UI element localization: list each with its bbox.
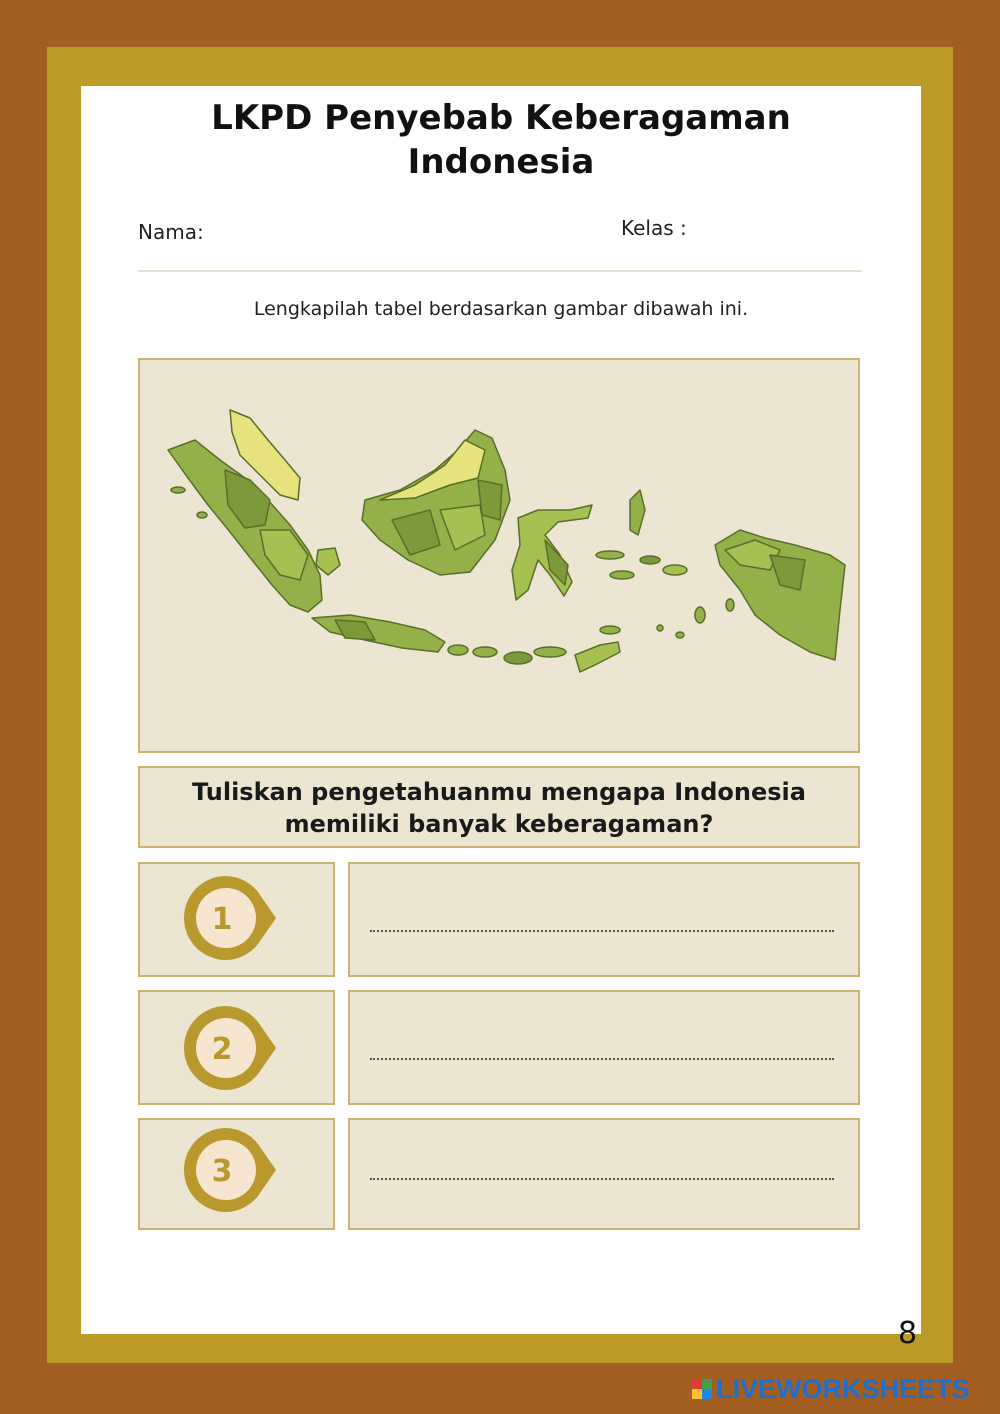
- number-badge-icon: [178, 1000, 288, 1096]
- brand-text: LIVEWORKSHEETS: [716, 1373, 970, 1404]
- number-badge-icon: [178, 1122, 288, 1218]
- badge-number: 2: [211, 1032, 233, 1067]
- answer-field-1[interactable]: [370, 902, 834, 932]
- number-cell-1: [138, 862, 335, 977]
- answer-cell-3: [348, 1118, 860, 1230]
- question-panel: [138, 766, 860, 848]
- question-text: [140, 776, 858, 840]
- name-field[interactable]: [211, 218, 595, 248]
- badge-number: 1: [211, 902, 233, 937]
- number-cell-2: [138, 990, 335, 1105]
- number-badge-icon: [178, 870, 288, 966]
- liveworksheets-logo: [692, 1374, 970, 1404]
- page-number: 8: [898, 1316, 918, 1351]
- indonesia-map-icon: [140, 360, 858, 751]
- answer-cell-1: [348, 862, 860, 977]
- map-panel: [138, 358, 860, 753]
- worksheet-title: [81, 96, 921, 184]
- title-line-1: LKPD Penyebab Keberagaman: [211, 98, 791, 138]
- badge-number: 3: [211, 1154, 233, 1189]
- liveworksheets-icon: [692, 1379, 712, 1399]
- instruction-text: Lengkapilah tabel berdasarkan gambar dibawah ini.: [253, 298, 749, 320]
- question-line-2: memiliki banyak keberagaman?: [284, 810, 714, 838]
- answer-cell-2: [348, 990, 860, 1105]
- number-cell-3: [138, 1118, 335, 1230]
- title-line-2: Indonesia: [407, 142, 595, 182]
- class-field[interactable]: [711, 216, 915, 246]
- class-label: Kelas :: [621, 216, 687, 240]
- answer-field-3[interactable]: [370, 1150, 834, 1180]
- answer-field-2[interactable]: [370, 1030, 834, 1060]
- header-divider: [138, 270, 862, 272]
- worksheet-page: [81, 86, 921, 1334]
- name-label: Nama:: [138, 220, 204, 244]
- question-line-1: Tuliskan pengetahuanmu mengapa Indonesia: [192, 778, 806, 806]
